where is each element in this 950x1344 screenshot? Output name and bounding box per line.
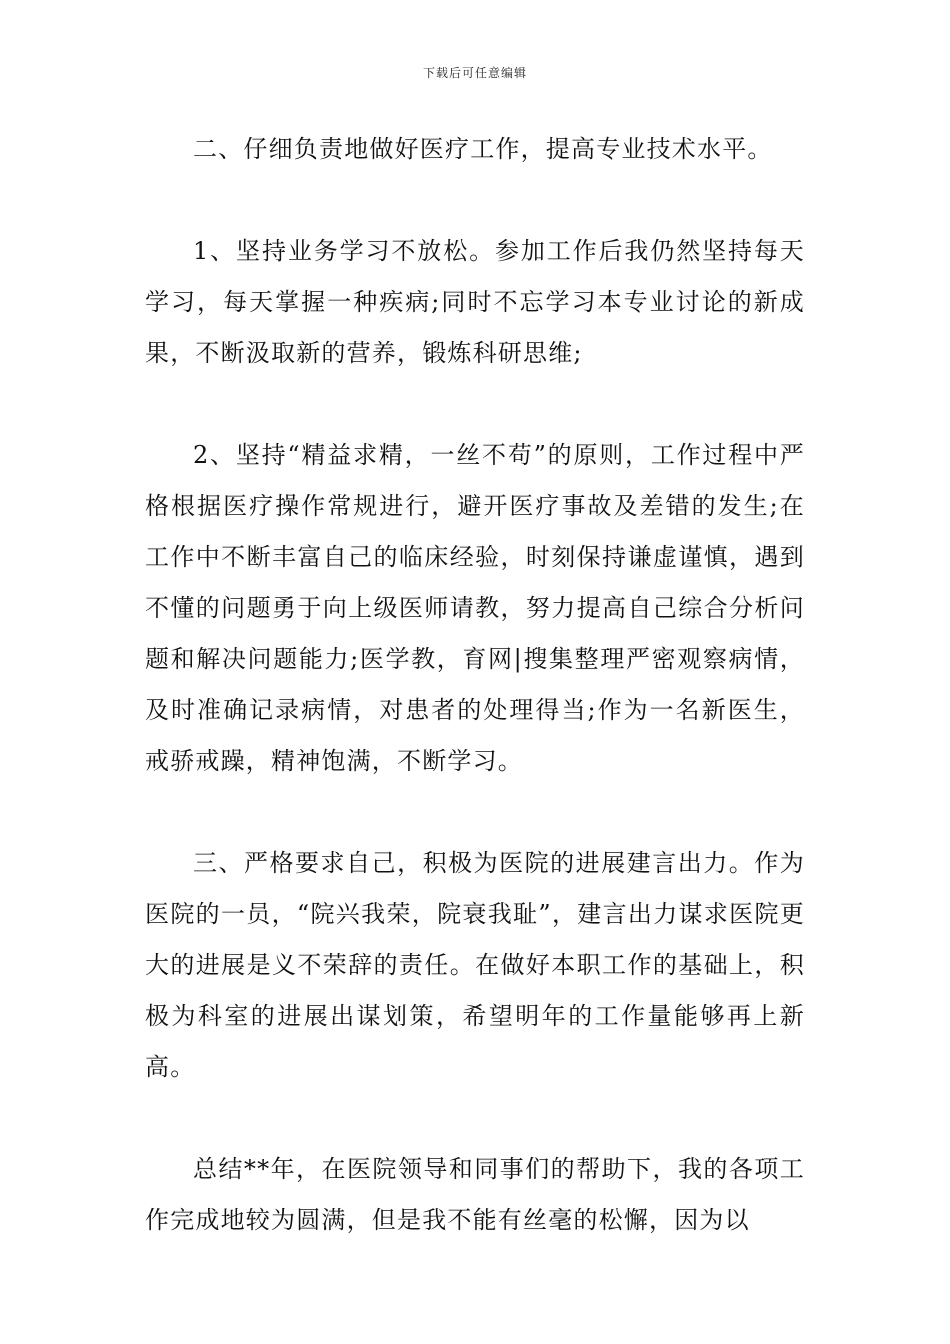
section-heading-2: 二、仔细负责地做好医疗工作，提高专业技术水平。 — [193, 135, 773, 163]
paragraph-item-1: 1、坚持业务学习不放松。参加工作后我仍然坚持每天学习，每天掌握一种疾病;同时不忘学习本专业讨论的新成果，不断汲取新的营养，锻炼科研思维; — [145, 237, 805, 367]
summary-paragraph: 总结**年，在医院领导和同事们的帮助下，我的各项工作完成地较为圆满，但是我不能有丝毫的松懈，因为以 — [145, 1155, 805, 1234]
paragraph-item-2: 2、坚持“精益求精，一丝不苟”的原则，工作过程中严格根据医疗操作常规进行，避开医疗事故及差错的发生;在工作中不断丰富自己的临床经验，时刻保持谦虚谨慎，遇到不懂的问题勇于向上级医师请教，努力提高自己综合分析问题和解决问题能力;医学教，育网|搜集整理严密观察病情，及时准确记录病情，对患者的处理得当;作为一名新医生，戒骄戒躁，精神饱满，不断学习。 — [145, 441, 805, 775]
section-paragraph-3: 三、严格要求自己，积极为医院的进展建言出力。作为医院的一员，“院兴我荣，院衰我耻”，建言出力谋求医院更大的进展是义不荣辞的责任。在做好本职工作的基础上，积极为科室的进展出谋划策，希望明年的工作量能够再上新高。 — [145, 849, 805, 1081]
page-header: 下载后可任意编辑 — [422, 66, 527, 80]
document-body — [145, 124, 805, 1297]
